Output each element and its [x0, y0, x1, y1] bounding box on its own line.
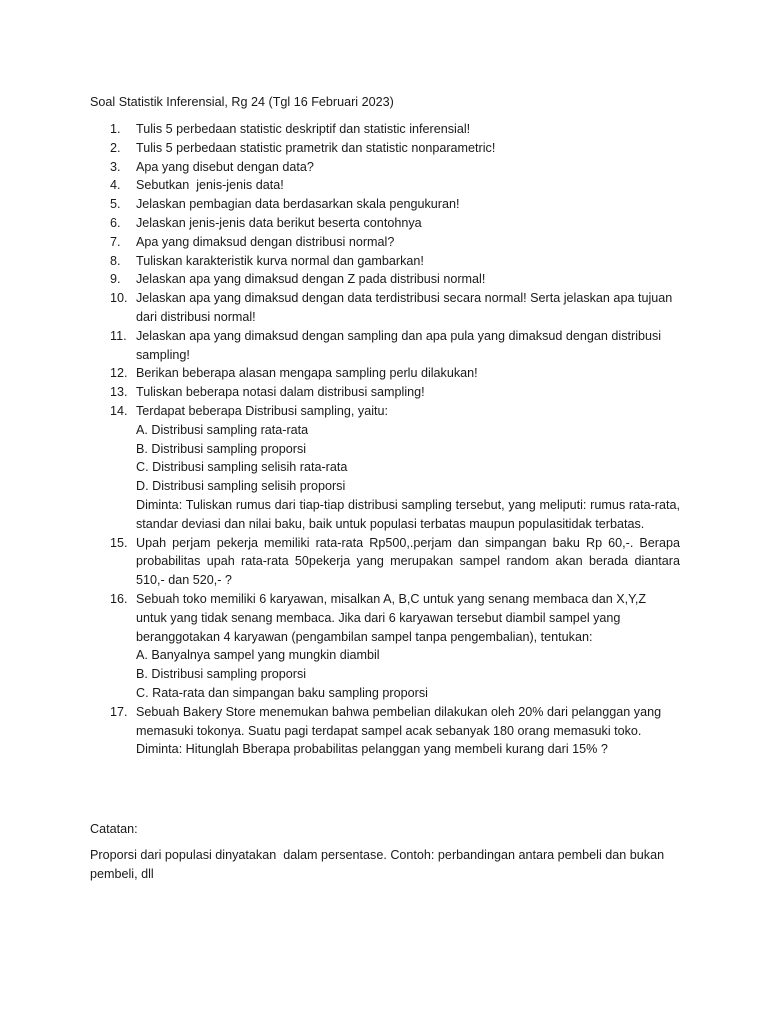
question-text: Berikan beberapa alasan mengapa sampling perlu dilakukan!: [136, 366, 478, 381]
question-item: [90, 327, 680, 365]
question-number: 11.: [110, 328, 127, 343]
sub-item: D. Distribusi sampling selisih proporsi: [136, 479, 346, 494]
question-number: 15.: [110, 535, 128, 550]
sub-item: B. Distribusi sampling proporsi: [136, 667, 307, 682]
question-number: 8.: [110, 253, 121, 268]
question-item: [90, 233, 680, 252]
question-item: [90, 534, 680, 590]
question-number: 13.: [110, 385, 128, 400]
question-number: 9.: [110, 272, 121, 287]
question-text: Apa yang disebut dengan data?: [136, 159, 314, 174]
sub-item: C. Rata-rata dan simpangan baku sampling proporsi: [136, 685, 428, 700]
question-text: Tuliskan beberapa notasi dalam distribusi sampling!: [136, 385, 425, 400]
question-text: Tulis 5 perbedaan statistic prametrik dan statistic nonparametric!: [136, 140, 496, 155]
question-number: 17.: [110, 704, 128, 719]
question-number: 6.: [110, 215, 121, 230]
question-text: Jelaskan apa yang dimaksud dengan Z pada distribusi normal!: [136, 272, 486, 287]
question-text: Jelaskan pembagian data berdasarkan skala pengukuran!: [136, 197, 460, 212]
question-item: [90, 120, 680, 139]
sub-item: Diminta: Hitunglah Bberapa probabilitas pelanggan yang membeli kurang dari 15% ?: [136, 742, 608, 757]
question-item: [90, 289, 680, 327]
question-text: Sebuah Bakery Store menemukan bahwa pembelian dilakukan oleh 20% dari pelanggan yang memasuki tokonya. Suatu pagi terdapat sampel acak sebanyak 180 orang memasuki toko.: [136, 704, 662, 738]
sub-item: A. Distribusi sampling rata-rata: [136, 422, 309, 437]
question-item: [90, 139, 680, 158]
question-text: Apa yang dimaksud dengan distribusi normal?: [136, 234, 395, 249]
question-text: Jelaskan jenis-jenis data berikut beserta contohnya: [136, 215, 422, 230]
sub-item: B. Distribusi sampling proporsi: [136, 441, 307, 456]
question-number: 5.: [110, 197, 121, 212]
question-text: Tulis 5 perbedaan statistic deskriptif dan statistic inferensial!: [136, 122, 471, 136]
question-text: Jelaskan apa yang dimaksud dengan data terdistribusi secara normal! Serta jelaskan apa tujuan dari distribusi normal!: [136, 291, 673, 324]
question-item: [90, 252, 680, 271]
question-number: 10.: [110, 291, 128, 306]
question-text: Sebuah toko memiliki 6 karyawan, misalkan A, B,C untuk yang senang membaca dan X,Y,Z untuk yang tidak senang membaca. Jika dari 6 karyawan tersebut diambil sampel yang beranggotakan 4 karyawan (pengambilan sampel tanpa pengembalian), tentukan:: [136, 591, 647, 644]
notes-label: Catatan:: [90, 822, 138, 836]
document-title: Soal Statistik Inferensial, Rg 24 (Tgl 16 Februari 2023): [90, 95, 394, 109]
question-text: Sebutkan jenis-jenis data!: [136, 178, 284, 193]
question-number: 3.: [110, 159, 121, 174]
question-item: [90, 158, 680, 177]
question-item: [90, 195, 680, 214]
question-number: 12.: [110, 366, 128, 381]
question-item: [90, 214, 680, 233]
question-text: Tuliskan karakteristik kurva normal dan gambarkan!: [136, 253, 424, 268]
notes-text: Proporsi dari populasi dinyatakan dalam persentase. Contoh: perbandingan antara pembeli dan bukan pembeli, dll: [90, 848, 668, 881]
question-text: Jelaskan apa yang dimaksud dengan sampling dan apa pula yang dimaksud dengan distribusi sampling!: [136, 328, 662, 362]
question-item: [90, 176, 680, 195]
question-item: [90, 703, 680, 759]
question-text: Upah perjam pekerja memiliki rata-rata Rp500,.perjam dan simpangan baku Rp 60,-. Berapa probabilitas upah rata-rata 50pekerja yang merupakan sampel random akan berada diantara 510,- dan 520,- ?: [136, 535, 680, 588]
question-list: [90, 120, 680, 759]
question-item: [90, 270, 680, 289]
question-number: 1.: [110, 122, 121, 136]
question-number: 4.: [110, 178, 121, 193]
instruction-text: Diminta: Tuliskan rumus dari tiap-tiap distribusi sampling tersebut, yang meliputi: rumus rata-rata, standar deviasi dan nilai baku, baik untuk populasi terbatas maupun populasitidak terbatas.: [136, 497, 680, 531]
sub-item: A. Banyalnya sampel yang mungkin diambil: [136, 648, 380, 663]
sub-item: C. Distribusi sampling selisih rata-rata: [136, 460, 348, 475]
question-item: [90, 590, 680, 703]
question-text: Terdapat beberapa Distribusi sampling, yaitu:: [136, 403, 389, 418]
question-number: 7.: [110, 234, 121, 249]
question-number: 14.: [110, 403, 128, 418]
question-item: [90, 402, 680, 534]
question-item: [90, 364, 680, 383]
question-item: [90, 383, 680, 402]
question-number: 2.: [110, 140, 121, 155]
question-number: 16.: [110, 591, 128, 606]
